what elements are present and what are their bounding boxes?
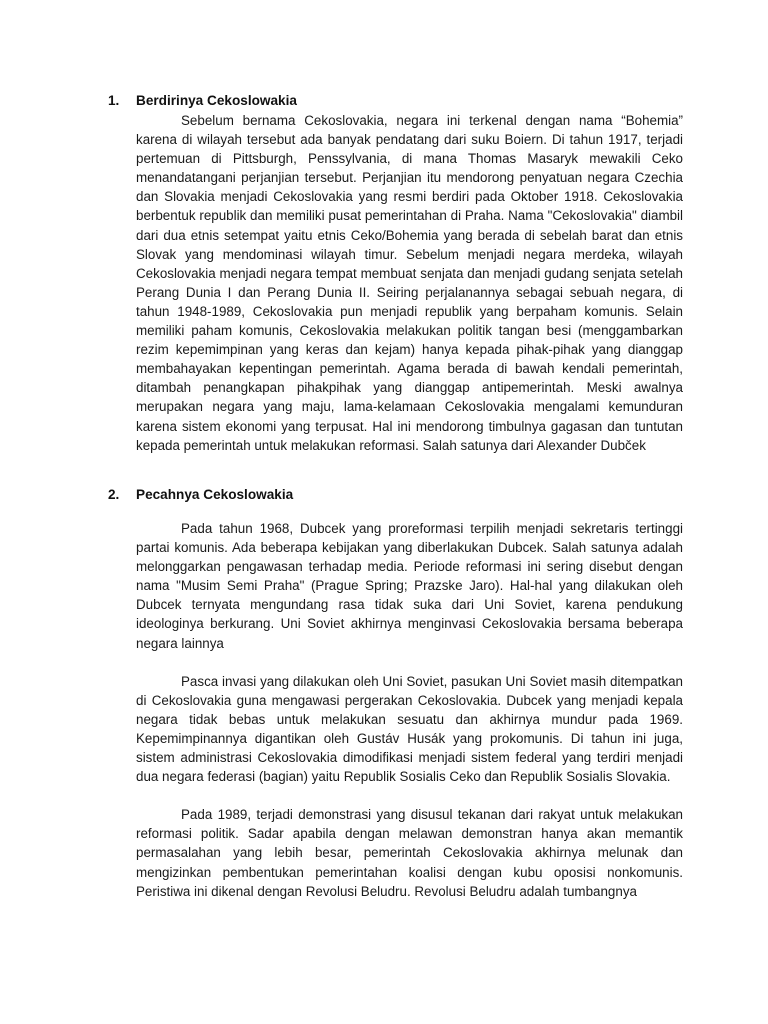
paragraph: Sebelum bernama Cekoslovakia, negara ini terkenal dengan nama “Bohemia” karena di wilayah tersebut ada banyak pendatang dari suku Boiern. Di tahun 1917, terjadi pertemuan di Pittsburgh, Penssylvania, di mana Thomas Masaryk mewakili Ceko menandatangani perjanjian tersebut. Perjanjian itu mendorong penyatuan negara Czechia dan Slovakia menjadi Cekoslovakia yang resmi berdiri pada Oktober 1918. Cekoslovakia berbentuk republik dan memiliki pusat pemerintahan di Praha. Nama "Cekoslovakia" diambil dari dua etnis setempat yaitu etnis Ceko/Bohemia yang berada di sebelah barat dan etnis Slovak yang mendominasi wilayah timur. Sebelum menjadi negara merdeka, wilayah Cekoslovakia menjadi negara tempat membuat senjata dan menjadi gudang senjata setelah Perang Dunia I dan Perang Dunia II. Seiring perjalanannya sebagai sebuah negara, di tahun 1948-1989, Cekoslovakia pun menjadi republik yang berpaham komunis. Selain memiliki paham komunis, Cekoslovakia melakukan politik tangan besi (menggambarkan rezim kepemimpinan yang keras dan kejam) hanya kepada pihak-pihak yang dianggap membahayakan kepentingan pemerintah. Agama berada di bawah kendali pemerintah, ditambah penangkapan pihakpihak yang dianggap antipemerintah. Meski awalnya merupakan negara yang maju, lama-kelamaan Cekoslovakia mengalami kemunduran karena sistem ekonomi yang terpusat. Hal ini mendorong timbulnya gagasan dan tuntutan kepada pemerintah untuk melakukan reformasi. Salah satunya dari Alexander Dubček <box>136 113 683 453</box>
section-berdirinya-cekoslowakia <box>108 91 683 455</box>
paragraph: Pasca invasi yang dilakukan oleh Uni Soviet, pasukan Uni Soviet masih ditempatkan di Cekoslovakia guna mengawasi pergerakan Cekoslovakia. Dubcek yang menjadi kepala negara tidak bebas untuk melakukan sesuatu dan akhirnya mundur pada 1969. Kepemimpinannya digantikan oleh Gustáv Husák yang prokomunis. Di tahun ini juga, sistem administrasi Cekoslovakia dimodifikasi menjadi sistem federal yang terdiri menjadi dua negara federasi (bagian) yaitu Republik Sosialis Ceko dan Republik Sosialis Slovakia. <box>136 673 683 785</box>
section-title: Pecahnya Cekoslowakia <box>136 487 294 502</box>
section-pecahnya-cekoslowakia <box>108 485 683 901</box>
paragraph: Pada 1989, terjadi demonstrasi yang disusul tekanan dari rakyat untuk melakukan reformasi politik. Sadar apabila dengan melawan demonstran hanya akan memantik permasalahan yang lebih besar, pemerintah Cekoslovakia akhirnya melunak dan mengizinkan pembentukan pemerintahan koalisi dengan kubu oposisi nonkomunis. Peristiwa ini dikenal dengan Revolusi Beludru. Revolusi Beludru adalah tumbangnya <box>136 807 683 899</box>
section-title: Berdirinya Cekoslowakia <box>136 93 297 108</box>
section-heading <box>108 91 683 111</box>
section-number: 2. <box>108 487 120 502</box>
section-number: 1. <box>108 93 120 108</box>
paragraph: Pada tahun 1968, Dubcek yang proreformasi terpilih menjadi sekretaris tertinggi partai komunis. Ada beberapa kebijakan yang diberlakukan Dubcek. Salah satunya adalah melonggarkan pengawasan terhadap media. Periode reformasi ini sering disebut dengan nama "Musim Semi Praha" (Prague Spring; Prazske Jaro). Hal-hal yang dilakukan oleh Dubcek ternyata mengundang rasa tidak suka dari Uni Soviet, karena pendukung ideologinya berkurang. Uni Soviet akhirnya menginvasi Cekoslovakia bersama beberapa negara lainnya <box>136 521 683 651</box>
section-heading <box>108 485 683 505</box>
